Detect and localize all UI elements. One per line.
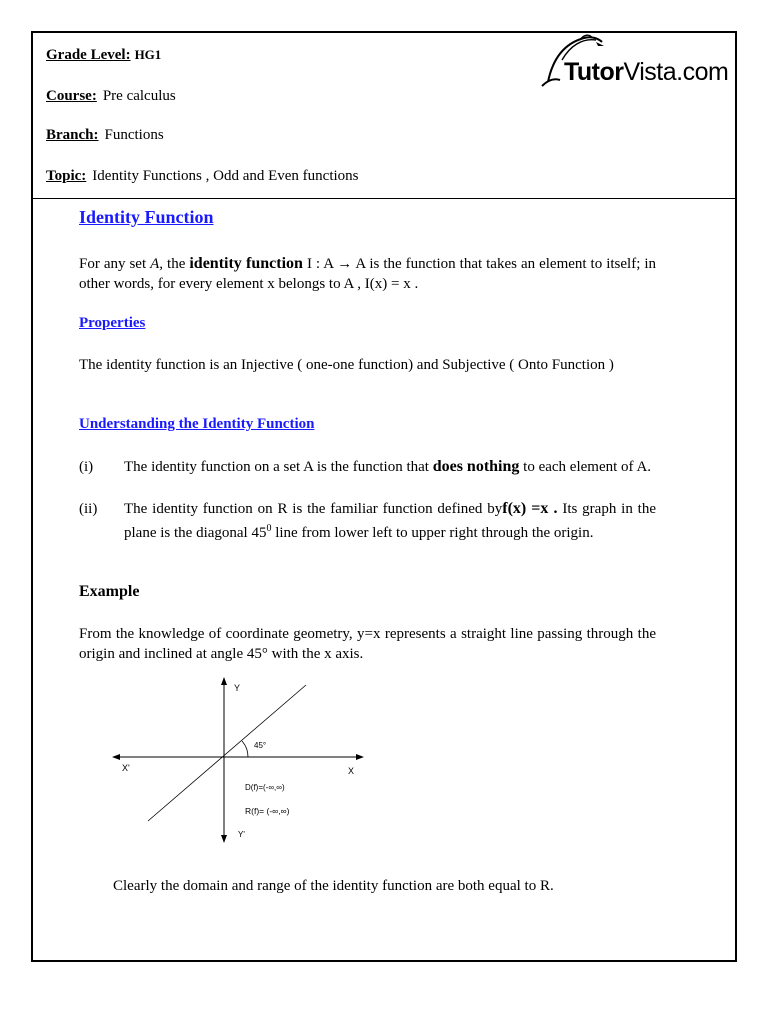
- x-axis-right-arrow: [356, 754, 364, 760]
- domain-label: D(f)=(-∞,∞): [245, 783, 285, 792]
- branch-line: [46, 127, 164, 144]
- intro-pre: For any set: [79, 256, 151, 272]
- example-text: From the knowledge of coordinate geometry, y=x represents a straight line passing through the origin and inclined at angle 45° with the x axis.: [79, 626, 656, 662]
- logo-text-rest: Vista.com: [623, 58, 729, 86]
- intro-post: I : A → A is the function that takes an element to itself; in other words, for every element x belongs to A , I(x) = x .: [79, 256, 657, 292]
- properties-title: Properties: [79, 315, 146, 331]
- list-item: [79, 499, 656, 559]
- list-item-pre: The identity function on a set A is the function that: [124, 459, 433, 475]
- topic-line: [46, 168, 359, 185]
- y-axis-label: Y: [234, 683, 241, 693]
- angle-arc: [242, 741, 248, 757]
- x-axis-left-arrow: [112, 754, 120, 760]
- intro-set: A,: [150, 256, 164, 272]
- properties-text: The identity function is an Injective ( one-one function) and Subjective ( Onto Function ): [79, 357, 614, 373]
- topic-value: Identity Functions , Odd and Even functions: [92, 168, 359, 184]
- list-item-bold: f(x) =x .: [502, 500, 558, 517]
- angle-label: 45°: [254, 741, 267, 750]
- course-value: Pre calculus: [102, 88, 176, 104]
- conclusion-text: Clearly the domain and range of the identity function are both equal to R.: [113, 878, 554, 894]
- y-axis-up-arrow: [221, 677, 227, 685]
- range-label: R(f)= (-∞,∞): [245, 806, 290, 816]
- intro-paragraph: [79, 254, 656, 294]
- grade-level-value: HG1: [134, 47, 162, 62]
- header-divider: [31, 198, 737, 199]
- list-item: [79, 457, 656, 497]
- list-item-text: [124, 499, 656, 543]
- course-line: [46, 88, 176, 105]
- intro-mid: the: [163, 256, 190, 272]
- y-axis-down-arrow: [221, 835, 227, 843]
- list-item-mid: Its graph in the plane is the diagonal 45: [124, 501, 656, 541]
- list-item-number: (i): [79, 459, 94, 475]
- identity-graph: [108, 675, 368, 847]
- logo-text-bold: Tutor: [564, 58, 624, 86]
- grade-level-label: Grade Level:: [46, 47, 131, 63]
- list-item-bold: does nothing: [432, 458, 520, 475]
- course-label: Course:: [46, 88, 97, 104]
- topic-label: Topic:: [46, 168, 87, 184]
- list-item-pre: The identity function on R is the familiar function defined by: [124, 501, 503, 517]
- section-title: Identity Function: [79, 207, 214, 227]
- branch-label: Branch:: [46, 127, 99, 143]
- list-item-post: to each element of A.: [519, 459, 652, 475]
- list-item-text: [124, 457, 656, 477]
- y-prime-label: Y': [238, 830, 245, 839]
- x-prime-label: X': [122, 763, 130, 773]
- example-title: Example: [79, 583, 140, 600]
- list-item-post: line from lower left to upper right through the origin.: [271, 525, 594, 541]
- identity-line: [148, 685, 306, 821]
- logo-wordmark: [564, 58, 728, 87]
- intro-bold: identity function: [189, 255, 303, 272]
- x-axis-label: X: [348, 766, 355, 776]
- degree-superscript: 0: [266, 523, 272, 534]
- grade-level-line: [46, 47, 161, 64]
- branch-value: Functions: [104, 127, 164, 143]
- tutorvista-logo: [540, 32, 736, 88]
- understanding-title: Understanding the Identity Function: [79, 416, 315, 432]
- list-item-number: (ii): [79, 501, 98, 517]
